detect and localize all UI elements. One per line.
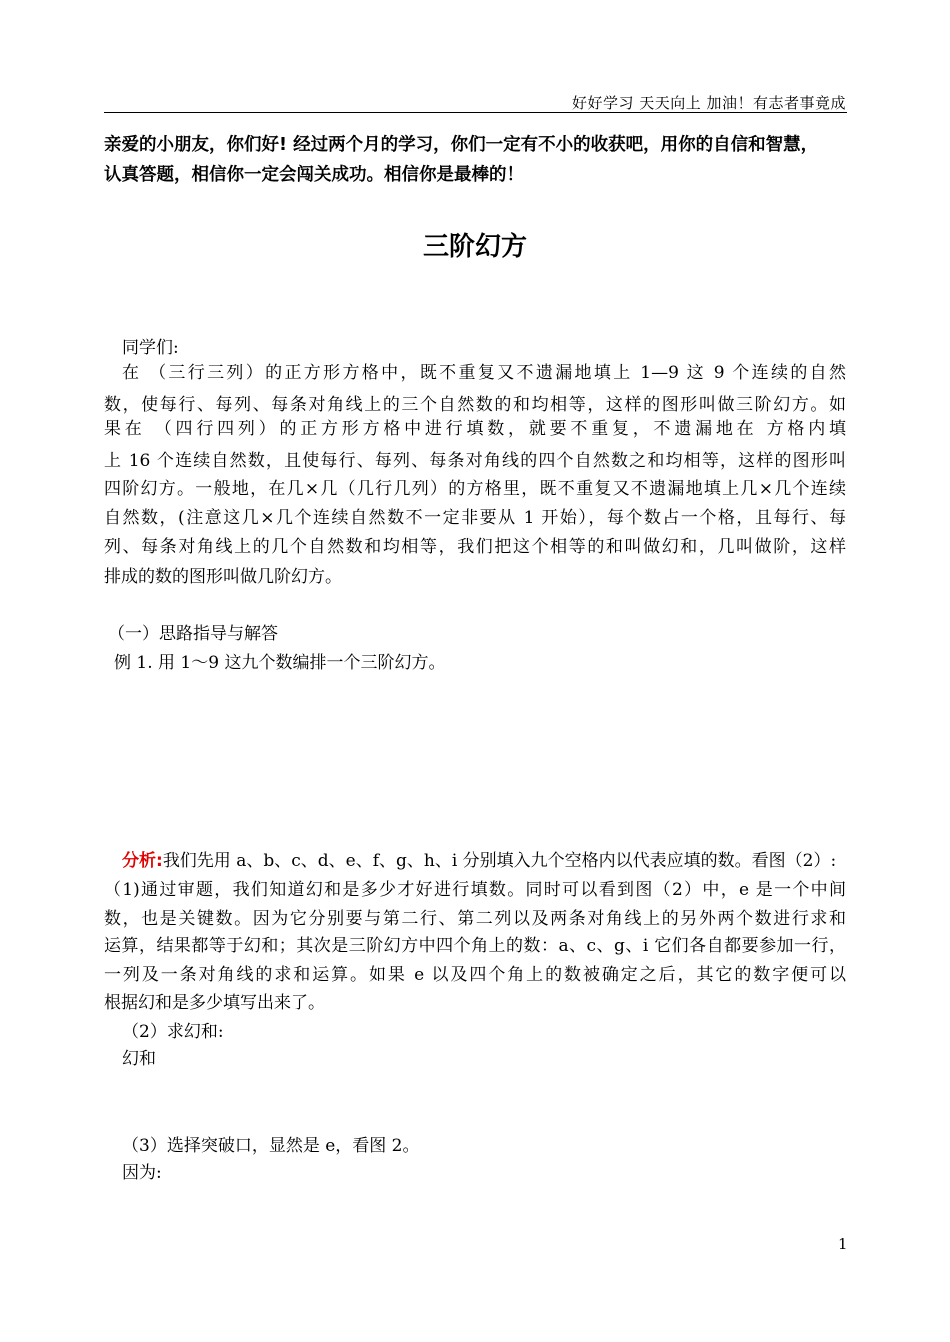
analysis-line: 根据幻和是多少填写出来了。 <box>104 993 325 1013</box>
analysis-first-line <box>122 846 836 871</box>
paragraph-line: 在 （三行三列）的正方形方格中，既不重复又不遗漏地填上 1—9 这 9 个连续的自然 <box>122 363 846 383</box>
paragraph-line: 四阶幻方。一般地，在几×几（几行几列）的方格里，既不重复又不遗漏地填上几×几个连续 <box>104 479 846 499</box>
paragraph-line: 列、每条对角线上的几个自然数和均相等，我们把这个相等的和叫做幻和，几叫做阶，这样 <box>104 537 846 557</box>
example-1: 例 1. 用 1～9 这九个数编排一个三阶幻方。 <box>114 653 446 673</box>
analysis-label: 分析: <box>122 851 163 871</box>
paragraph-line: 数，使每行、每列、每条对角线上的三个自然数的和均相等，这样的图形叫做三阶幻方。如 <box>104 395 846 415</box>
intro-line: 亲爱的小朋友，你们好! 经过两个月的学习，你们一定有不小的收获吧，用你的自信和智慧， <box>104 135 819 155</box>
intro-message <box>104 130 850 190</box>
because-label: 因为: <box>122 1163 162 1183</box>
analysis-line: （1)通过审题，我们知道幻和是多少才好进行填数。同时可以看到图（2）中，e 是一个中间 <box>104 880 846 900</box>
paragraph-line: 果在 （四行四列）的正方形方格中进行填数，就要不重复，不遗漏地在 方格内填 <box>104 419 846 439</box>
analysis-line: 数，也是关键数。因为它分别要与第二行、第二列以及两条对角线上的另外两个数进行求和 <box>104 909 846 929</box>
step-2: （2）求幻和: <box>122 1022 224 1042</box>
intro-line: 认真答题，相信你一定会闯关成功。相信你是最棒的！ <box>104 165 524 185</box>
page-title: 三阶幻方 <box>422 232 527 262</box>
analysis-text: 我们先用 a、b、c、d、e、f、g、h、i 分别填入九个空格内以代表应填的数。看图（2）: <box>162 851 837 871</box>
page-header: 好好学习 天天向上 加油！有志者事竟成 <box>571 94 846 112</box>
greeting: 同学们: <box>122 338 179 358</box>
section-heading: （一）思路指导与解答 <box>108 624 278 644</box>
page-number: 1 <box>838 1235 848 1253</box>
paragraph-line: 自然数，(注意这几×几个连续自然数不一定非要从 1 开始），每个数占一个格，且每行、每 <box>104 508 846 528</box>
paragraph-line: 排成的数的图形叫做几阶幻方。 <box>104 567 342 587</box>
magic-sum-label: 幻和 <box>122 1049 156 1069</box>
analysis-line: 一列及一条对角线的求和运算。如果 e 以及四个角上的数被确定之后，其它的数字便可以 <box>104 965 846 985</box>
step-3: （3）选择突破口，显然是 e，看图 2。 <box>122 1136 420 1156</box>
paragraph-line: 上 16 个连续自然数，且使每行、每列、每条对角线的四个自然数之和均相等，这样的图形叫 <box>104 451 846 471</box>
header-divider <box>104 112 847 113</box>
analysis-line: 运算，结果都等于幻和；其次是三阶幻方中四个角上的数：a、c、g、i 它们各自都要参加一行， <box>104 936 846 956</box>
